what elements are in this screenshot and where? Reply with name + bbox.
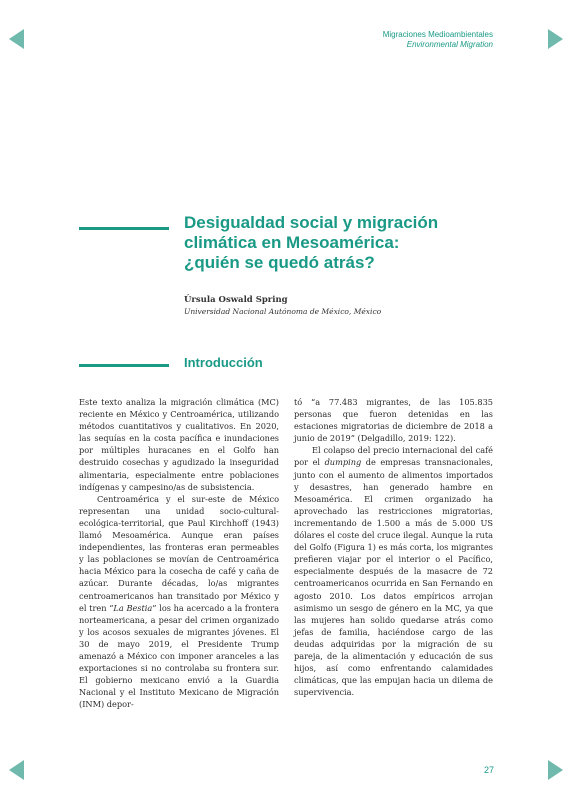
article-title-line-1: Desigualdad social y migración xyxy=(184,213,439,232)
section-heading: Introducción xyxy=(184,355,263,370)
paragraph: Este texto analiza la migración climática (MC) reciente en México y Centroamérica, utilizando métodos cuantitativos y cualitativos. En 2020, las sequías en la costa pacífica e inundaciones por múltiples huracanes en el Golfo han destruido cosechas y agudizado la inseguridad alimentaria, especialmente entre poblaciones indígenas y campesino/as de subsistencia. xyxy=(79,397,279,492)
paragraph: Centroamérica y el sur-este de México representan una unidad socio-cultural-ecológica-territorial, que Paul Kirchhoff (1943) llamó Mesoamérica. Aunque eran países independientes, las fronteras eran permeables y las poblaciones se movían de Centroamérica hacia México para la cosecha de café y caña de azúcar. Durante décadas, lo/as migrantes centroamericanos han transitado por México y el tren “La Bestia” los ha acercado a la frontera norteamericana, a pesar del crimen organizado y los acosos sexuales de migrantes jóvenes. El 30 de mayo 2019, el Presidente Trump amenazó a México con imponer aranceles a las exportaciones si no controlaba su frontera sur. El gobierno mexicano envió a la Guardia Nacional y el Instituto Mexicano de Migración (INM) depor- xyxy=(79,493,279,710)
section-rule-divider xyxy=(79,364,169,367)
next-page-triangle-icon[interactable] xyxy=(548,29,563,49)
prev-page-triangle-icon-bottom[interactable] xyxy=(9,760,24,780)
next-page-triangle-icon-bottom[interactable] xyxy=(548,760,563,780)
emphasis-text: dumping xyxy=(324,457,362,468)
body-column-left xyxy=(79,396,279,710)
article-title xyxy=(184,213,484,273)
author-name: Úrsula Oswald Spring xyxy=(184,295,288,305)
article-title-line-2: climática en Mesoamérica: xyxy=(184,233,400,252)
emphasis-text: La Bestia xyxy=(113,602,153,613)
article-title-line-3: ¿quién se quedó atrás? xyxy=(184,253,375,272)
author-block xyxy=(184,294,381,318)
body-column-right xyxy=(294,396,493,698)
author-affiliation: Universidad Nacional Autónoma de México, México xyxy=(184,307,382,316)
prev-page-triangle-icon[interactable] xyxy=(9,29,24,49)
paragraph: El colapso del precio internacional del café por el dumping de empresas transnacionales, junto con el aumento de alimentos importados y desastres, han generado hambre en Mesoamérica. El crimen organizado ha aprovechado las restricciones migratorias, incrementando de 1.500 a más de 5.000 US dólares el coste del cruce ilegal. Aunque la ruta del Golfo (Figura 1) es más corta, los migrantes prefieren viajar por el interior o el Pacífico, especialmente después de la masacre de 72 centroamericanos ocurrida en San Fernando en agosto 2010. Los datos empíricos arrojan asimismo un sesgo de género en la MC, ya que las mujeres han solido quedarse atrás como jefas de familia, haciéndose cargo de las deudas adquiridas por la migración de su pareja, de la alimentación y educación de sus hijos, así como enfrentando calamidades climáticas, que las empujan hacia un dilema de supervivencia. xyxy=(294,445,493,698)
title-rule-divider xyxy=(79,227,169,230)
running-header xyxy=(383,30,493,50)
paragraph: tó “a 77.483 migrantes, de las 105.835 personas que fueron detenidas en las estaciones migratorias de diciembre de 2018 a junio de 2019” (Delgadillo, 2019: 122). xyxy=(294,397,493,444)
header-title-es: Migraciones Medioambientales xyxy=(382,30,493,39)
page-number: 27 xyxy=(483,765,494,775)
header-title-en: Environmental Migration xyxy=(406,40,493,49)
